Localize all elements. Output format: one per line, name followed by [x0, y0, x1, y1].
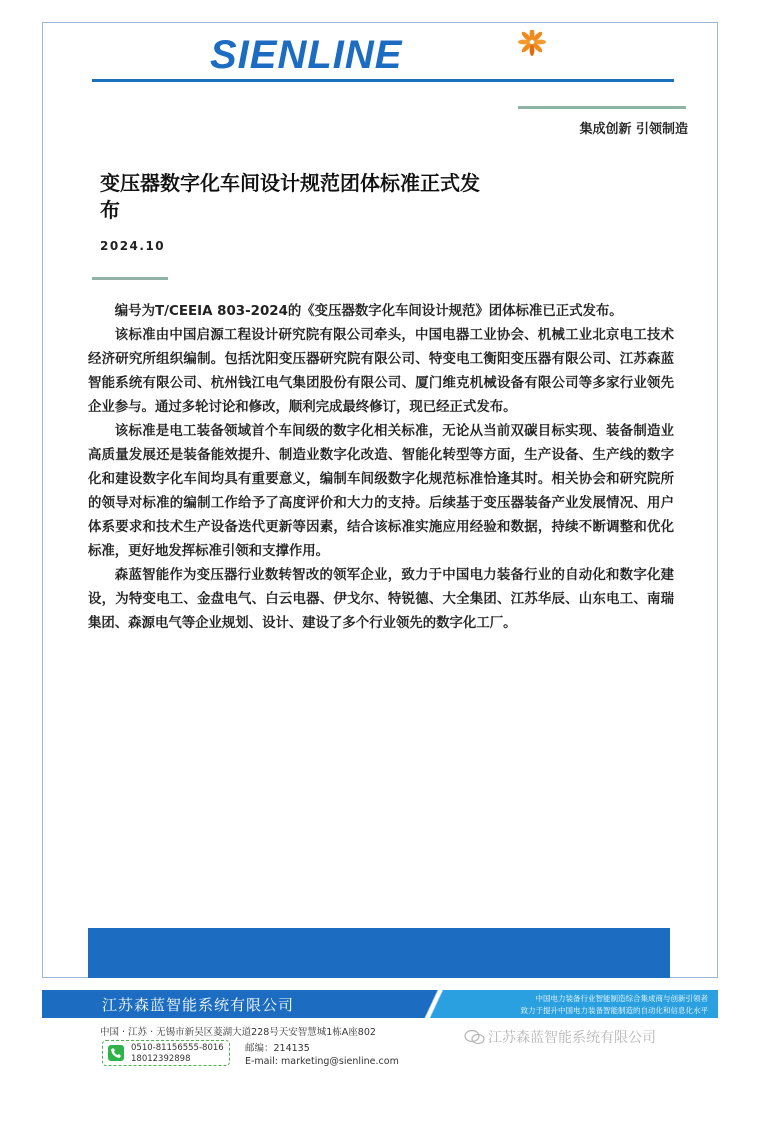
footer-company-name: 江苏森蓝智能系统有限公司	[102, 996, 295, 1014]
footer-address: 中国 · 江苏 · 无锡市新吴区菱湖大道228号天安智慧城1栋A座802	[100, 1027, 376, 1038]
article-date: 2024.10	[100, 239, 166, 253]
article-body	[88, 300, 674, 636]
date-divider	[92, 277, 168, 280]
footer-tagline-2: 致力于提升中国电力装备智能制造的自动化和信息化水平	[520, 1006, 708, 1015]
slogan-divider	[518, 106, 686, 109]
watermark-text: 江苏森蓝智能系统有限公司	[488, 1030, 656, 1046]
footer-email[interactable]: E-mail: marketing@sienline.com	[245, 1056, 399, 1067]
phone-number-1: 0510-81156555-8016	[131, 1043, 224, 1053]
paragraph-4: 森蓝智能作为变压器行业数转智改的领军企业，致力于中国电力装备行业的自动化和数字化建设，为特变电工、金盘电气、白云电器、伊戈尔、特锐德、大全集团、江苏华辰、山东电工、南瑞集团、森源电气等企业规划、设计、建设了多个行业领先的数字化工厂。	[88, 568, 674, 631]
blue-banner	[88, 928, 670, 978]
phone-number-2: 18012392898	[131, 1054, 191, 1064]
logo-flower-icon	[518, 30, 546, 56]
footer-bar	[42, 990, 718, 1018]
slogan: 集成创新 引领制造	[579, 122, 688, 137]
footer-right-panel	[462, 990, 718, 1018]
footer-left-panel	[42, 990, 442, 1018]
logo-text: SIENLINE	[210, 33, 403, 77]
logo-divider	[92, 79, 674, 82]
phone-box	[102, 1040, 230, 1066]
paragraph-3: 该标准是电工装备领域首个车间级的数字化相关标准，无论从当前双碳目标实现、装备制造业高质量发展还是装备能效提升、制造业数字化改造、智能化转型等方面，生产设备、生产线的数字化和建设数字化车间均具有重要意义，编制车间级数字化规范标准恰逢其时。相关协会和研究院所的领导对标准的编制工作给予了高度评价和大力的支持。后续基于变压器装备产业发展情况、用户体系要求和技术生产设备迭代更新等因素，结合该标准实施应用经验和数据，持续不断调整和优化标准，更好地发挥标准引领和支撑作用。	[88, 424, 674, 559]
footer-zip: 邮编：214135	[245, 1043, 310, 1054]
wechat-icon	[464, 1029, 486, 1045]
footer-divider-stripe	[402, 990, 462, 1018]
footer-tagline-1: 中国电力装备行业智能制造综合集成商与创新引领者	[535, 994, 708, 1003]
phone-icon	[108, 1045, 124, 1061]
sienline-logo	[210, 30, 550, 78]
paragraph-2: 该标准由中国启源工程设计研究院有限公司牵头，中国电器工业协会、机械工业北京电工技术经济研究所组织编制。包括沈阳变压器研究院有限公司、特变电工衡阳变压器有限公司、江苏森蓝智能系统有限公司、杭州钱江电气集团股份有限公司、厦门维克机械设备有限公司等多家行业领先企业参与。通过多轮讨论和修改，顺利完成最终修订，现已经正式发布。	[88, 328, 674, 415]
paragraph-1: 编号为T/CEEIA 803-2024的《变压器数字化车间设计规范》团体标准已正式发布。	[114, 304, 623, 319]
article-title: 变压器数字化车间设计规范团体标准正式发布	[100, 171, 480, 222]
